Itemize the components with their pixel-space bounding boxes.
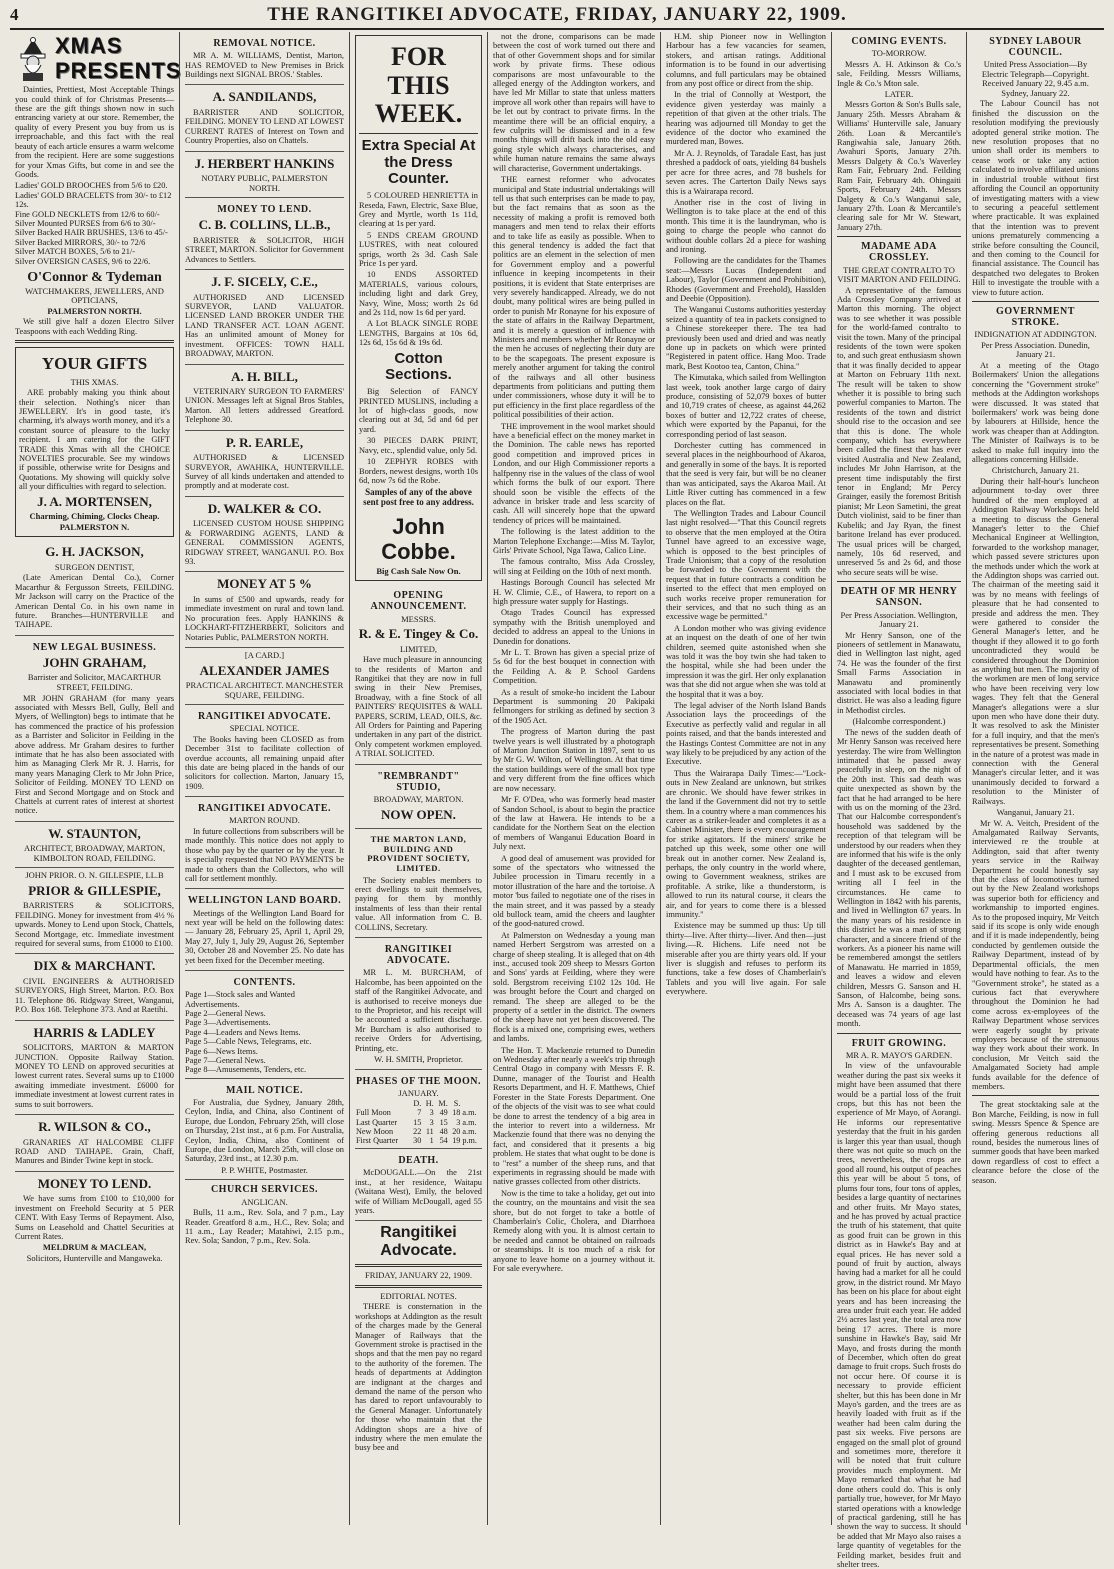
news-paragraph: As a result of smoke-ho incident the Labour Department is summoning 20 Pakipaki fellmongers for striking as defined by section 3 of the 1905 Act.	[493, 687, 655, 725]
advocate2-head: RANGITIKEI ADVOCATE.	[198, 803, 331, 815]
money-body: We have sums from £100 to £10,000 for investment on Freehold Security at 5 PER CENT. With Easy Terms of Repayment. Also, Sums on Leasehold and Chattel Securities at Current Rates.	[15, 1194, 174, 1241]
death-head: DEATH.	[398, 1155, 439, 1167]
oconnor-tydeman-note: We still give half a dozen Electro Silver Teaspoons with each Wedding Ring.	[15, 317, 174, 336]
moon-row: Last Quarter 15 3 15 3 a.m.	[356, 1117, 477, 1127]
james-name: ALEXANDER JAMES	[199, 662, 330, 678]
news-paragraph: Otago Trades Council has expressed sympathy with the British unemployed and decided to address an appeal to the Unions in Dunedin for donations.	[493, 608, 655, 646]
cobbe-ad	[355, 35, 482, 581]
opening-sub: MESSRS.	[401, 613, 436, 624]
news-paragraph: THE earnest reformer who advocates municipal and State industrial undertakings will tell us that such enterprises can be made to pay, but the fact remains that as soon as the necessity of making a profit is removed both managers and men tend to relax their efforts and to take life as easily as possible. When to this general tendency is added the fact that politics are an element in the selection of men for Government employ and a powerful influence in keeping incompetents in their positions, it is evident that State enterprises are very severely handicapped. Already, we do not doubt, many political wires are being pulled in order to punish Mr Ronayne for his exposure of the state of affairs in the Railway Department, and it is merely a question of influence with Ministers and members whether Mr Ronayne or the men he accuses of neglecting their duty are to be the scapegoats. The present exposure is merely another argument for taking the control of the railways and all other business departments from politicians and putting them under commissioners, whose duty it will be to put efficiency in the first place regardless of the political possibilities of their action.	[493, 175, 655, 420]
contents-item: Page 6—News Items.	[185, 1046, 258, 1056]
gifts-head: YOUR GIFTS	[41, 354, 148, 373]
tingey-name: R. & E. Tingey & Co.	[358, 626, 479, 642]
mortensen-name: J. A. MORTENSEN,	[37, 493, 152, 509]
contents-item: Page 3—Advertisements.	[185, 1018, 271, 1028]
jackson-ad	[15, 540, 174, 636]
xmas-item: Silver Backed HAIR BRUSHES, 13/6 to 45/-	[15, 228, 168, 238]
wilson-name: R. WILSON & CO.,	[38, 1119, 151, 1135]
xmas-title: XMAS PRESENTS	[55, 33, 182, 83]
news-paragraph: Another rise in the cost of living in Wellington is to take place at the end of this month. This time it is the laundryman, who is going to charge the people who cannot do without double collars 2d a piece for washing and ironing.	[666, 197, 826, 254]
bill-body: VETERINARY SURGEON TO FARMERS' UNION. Messages left at Signal Bros Stables, Marton. All letters addressed Greatford. Telephone 30.	[185, 387, 344, 425]
advocate1-head: RANGITIKEI ADVOCATE.	[198, 711, 331, 723]
moon-month: JANUARY.	[398, 1087, 439, 1098]
news-paragraph: The Wanganui Customs authorities yesterday seized a quantity of tea in packets consigned to a Chinese storekeeper there. The tea had previously been used and dried and was neatly done up in packets on which were printed "Registered in patent office. Hang Moo. Trade mark, Best Kootoo tea, Canton, China."	[666, 305, 826, 371]
removal-ad	[185, 32, 344, 85]
moon-header-row: D. H. M. S.	[413, 1099, 461, 1109]
news-paragraph: Following are the candidates for the Thames seat:—Messrs Lucas (Independent and Labour), Taylor (Government and Prohibition), Rhodes (Government and Freehold), Hasslden and Deebie (Opposition).	[666, 256, 826, 303]
sandilands-body: BARRISTER AND SOLICITOR, FEILDING. MONEY TO LEND AT LOWEST CURRENT RATES of Interest on Town and Country Properties, also on Chattels.	[185, 107, 344, 146]
news-paragraph: A good deal of amusement was provided for some of the spectators who witnessed the Jubilee procession in Timaru recently in a motor illustration of the hare and the tortoise. A motor 'bus failed to negotiate one of the rises in the main street, and it was passed by a steady old bullock team, amid the cheers and laughter of the good-natured crowd.	[493, 853, 655, 929]
news-paragraph: Mr A. J. Reynolds, of Taradale East, has just threshed a paddock of oats, yielding 84 bushels per acre for three acres, and 78 bushels for seven acres. The Carterton Daily News says this is a Wairarapa record.	[666, 148, 826, 196]
prior-name: PRIOR & GILLESPIE,	[28, 882, 161, 898]
hankins-ad	[185, 152, 344, 199]
advocate-special-ad	[185, 705, 344, 797]
tingey-body: Have much pleasure in announcing to the residents of Marton and Rangitikei that they are now in full swing in their New Premises, Broadway, with a fine Stock of all PAINTERS' REQUISITES & WALL PAPERS, SCRIM, LEAD, OILS, &c. All Orders for Painting and Papering undertaken in any part of the district. Only competent workmen employed. A TRIAL SOLICITED.	[355, 655, 482, 759]
church-services	[185, 1184, 344, 1245]
mail-body: For Australia, due Sydney, January 28th, Ceylon, India, and China, also Continent of Europe, due London, February 25th, will close on Thursday, 21st inst., at 6 p.m. For Australia, Ceylon, India, China, also Continent of Europe, due London, March 25th, will close on Saturday, 23rd inst., at 12.30 p.m.	[185, 1098, 344, 1164]
xmas-item: Silver Mounted PURSES from 6/6 to 30/-	[15, 218, 156, 228]
sandilands-name: A. SANDILANDS,	[212, 89, 317, 105]
meldrum-name: MELDRUM & MACLEAN,	[42, 1242, 147, 1253]
moon-head: PHASES OF THE MOON.	[355, 1075, 482, 1087]
news-paragraph: Mr F. O'Dea, who was formerly head master of Sandon School, is about to begin the practice of the law at Hawera. He intends to be a candidate for the Northern Seat on the election of members of Wanganui Education Board in July next.	[493, 795, 655, 852]
staunton-name: W. STAUNTON,	[48, 825, 141, 841]
news-paragraph: Now is the time to take a holiday, get out into the country, on the mountains and visit the sea shore, but do not forget to take a bottle of Chamberlain's Colic, Cholera, and Diarrhoea Remedy along with you. It is almost certain to be needed and cannot be obtained on railroads or steamships. It is too much of a risk for anyone to leave home on a journey without it. For sale everywhere.	[493, 1188, 655, 1273]
walker-ad	[185, 497, 344, 573]
fruit-sub: MR A. R. MAYO'S GARDEN.	[845, 1049, 953, 1060]
moon-phases	[355, 1070, 482, 1150]
collins-name: C. B. COLLINS, LL.B.,	[198, 217, 331, 233]
tomorrow-body: Messrs A. H. Atkinson & Co.'s sale, Feilding. Messrs Williams, Ingle & Co.'s Mton sale.	[837, 59, 961, 88]
removal-head: REMOVAL NOTICE.	[213, 38, 316, 49]
jackson-body: (Late American Dental Co.), Corner Macarthur & Fergusson Streets, FEILDING. Mr Jackson will carry on the Practice of the American Dental Co. in his own name in future. Branches—HUNTERVILLE and TAIHAPE.	[15, 573, 174, 630]
news-paragraph: THE improvement in the wool market should have a beneficial effect on the money market in the Dominion. The cable news has reported good competition and improved prices in London, and our High Commissioner reports a halfpenny rise in the values of the class of wool which forms the bulk of our export. There should soon be visible the effects of the advance in brisker trade and less scarcity of cash. All will sincerely hope that the upward tendency of prices will be maintained.	[493, 421, 655, 525]
contents-item: Page 1—Stock sales and Wanted Advertisements.	[185, 990, 295, 1009]
later-head: LATER.	[884, 88, 914, 99]
death-notice	[355, 1149, 482, 1221]
editorial	[355, 1224, 482, 1452]
sicely-ad	[185, 270, 344, 364]
sanson-body: Mr Henry Sanson, one of the pioneers of settlement in Manawatu, died in Wellington last night, aged 74. He was the founder of the first Small Farms Association in Manawatu and prominently associated with local bodies in that district. He was also a leading figure in Methodist circles.	[837, 630, 961, 715]
santa-icon	[15, 37, 51, 81]
opening-head: OPENING ANNOUNCEMENT.	[370, 590, 467, 613]
advocate3-body: MR L. M. BURCHAM, of Halcombe, has been appointed on the staff of the Rangitikei Advocate, and is authorised to receive moneys due to the Proprietor, and his receipt will be accounted a sufficient discharge. Mr Burcham is also authorised to receive Orders for Advertising, Printing, etc.	[355, 968, 482, 1053]
news-paragraph: Existence may be summed up thus: Up till thirty—live. After thirty—liver. And then—just living.—R. Hichens. Life need not be miserable after you are thirty years old. If your liver is sluggish and refuses to perform its functions, take a few doses of Chamberlain's Tablets and you will live again. For sale everywhere.	[666, 921, 826, 997]
xmas-item-list	[15, 181, 174, 266]
news-paragraph: The progress of Marton during the past twelve years is well illustrated by a photograph of Marton Junction Station in 1897, sent to us by Mr G. W. Wilton, of Wellington. At that time the station buildings were of the small box type and very different from the fine offices which are now necessary.	[493, 727, 655, 793]
advocate2-body: In future collections from subscribers will be made monthly. This notice does not apply to those who pay by the quarter or by the year. It is specially requested that NO PAYMENTS be made to others than the Collectors, who will call for settlement monthly.	[185, 826, 344, 883]
news-paragraph: The Kimutaka, which sailed from Wellington last week, took another large cargo of dairy produce, consisting of 52,079 boxes of butter and 10,719 crates of cheese, as against 44,262 boxes of butter and 12,722 crates of cheese, which were exported by the Papanui, for the corresponding period of last season.	[666, 373, 826, 439]
dix-body: CIVIL ENGINEERS & AUTHORISED SURVEYORS, High Street, Marton. P.O. Box 11. Telephone 86. Ridgway Street, Wanganui, P.O. Box 168. Telephone 373. And at Raetihi.	[15, 977, 174, 1015]
paper-date: FRIDAY, JANUARY 22, 1909.	[365, 1270, 472, 1281]
collins-body: BARRISTER & SOLICITOR, HIGH STREET, MARTON. Solicitor for Government Advances to Settlers.	[185, 235, 344, 264]
prior-body: BARRISTERS & SOLICITORS, FEILDING. Money for investment from 4½ % upwards. Money to Lend upon Stock, Chattels, Second Mortgage, etc. Immediate investment required for several sums, from £1000 to £100.	[15, 901, 174, 949]
james-body: PRACTICAL ARCHITECT. MANCHESTER SQUARE, FEILDING.	[185, 680, 344, 700]
sicely-body: AUTHORISED AND LICENSED SURVEYOR, LAND VALUATOR. LICENSED LAND BROKER UNDER THE LAND TRANSFER ACT. LOAN AGENT. Has an unlimited amount of Money for investment. OFFICES: TOWN HALL BROADWAY, MARTON.	[185, 292, 344, 359]
xmas-intro: Dainties, Prettiest, Most Acceptable Things you could think of for Christmas Presents—these are the gift things shown now in such entrancing variety at our store. Remember, the quality of every Present you buy from us is irreproachable, and this fact with the real beauty of each article ensures a warm welcome from the recipient. Here are some suggestions for your Xmas Gifts, but come in and see the Goods.	[15, 85, 174, 179]
staunton-ad	[15, 822, 174, 869]
sydney-sub: United Press Association—By Electric Telegraph—Copyright. Received January 22, 9.45 a.m. Sydney, January 22.	[981, 59, 1090, 98]
advocate3-head: RANGITIKEI ADVOCATE.	[384, 944, 453, 967]
wanganui-dateline: Wanganui, January 21.	[996, 807, 1075, 818]
stroke-press: Per Press Association. Dunedin, January 21.	[981, 339, 1090, 360]
death-body: McDOUGALL.—On the 21st inst., at her residence, Waitapu (Waitana West), Emily, the beloved wife of William McDougall, aged 55 years.	[355, 1168, 482, 1216]
wilson-body: GRANARIES AT HALCOMBE CLIFF ROAD AND TAIHAPE. Grain, Chaff, Manures and Binder Twine kept in stock.	[15, 1137, 174, 1166]
special-item: 5 ENDS CREAM GROUND LUSTRES, with neat coloured sprigs, worth 2s 3d. Cash Sale Price 1s per yard.	[359, 230, 478, 269]
crossley-sub: THE GREAT CONTRALTO TO VISIT MARTON AND FEILDING.	[837, 264, 961, 285]
xmas-banner	[15, 33, 182, 83]
tingey-ad	[355, 584, 482, 764]
earle-body: AUTHORISED & LICENSED SURVEYOR, AWAHIKA, HUNTERVILLE. Survey of all kinds undertaken and attended to promptly and at moderate cost.	[185, 453, 344, 491]
sicely-name: J. F. SICELY, C.E.,	[211, 274, 318, 290]
page-number: 4	[10, 5, 19, 24]
jackson-name: G. H. JACKSON,	[45, 544, 144, 560]
hankins-name: J. HERBERT HANKINS	[194, 155, 335, 171]
wilson-ad	[15, 1115, 174, 1172]
moon-table	[355, 1099, 482, 1145]
editorial-body: THERE is consternation in the workshops at Addington as the result of the charges made by the General Manager of Railways that the Government stroke is practised in the shops and that the men pay no regard to the authority of the foremen. The heads of departments at Addington are indignant at the charges and demand the name of the person who has dared to report unfavourably to the General Manager. Unfortunately for those who maintain that the Addington shops are a hive of industry where the men emulate the busy bee and	[355, 1302, 482, 1453]
christchurch-body: During their half-hour's luncheon adjournment to-day over three hundred of the men employed at Addington Railway Workshops held a meeting to discuss the General Manager's letter to the Chief Mechanical Engineer at Wellington, forwarded to the workshop manager, which passed severe strictures upon the methods under which the work at the Addington shops was carried out. The chairman of the meeting said it was by no means with feelings of pleasure that he had consented to preside and address the men. They were gathered to consider the General Manager's letter, and he thought if they allowed it to go forth uncontradicted they would be considered throughout the Dominion as anything but men. The majority of the workmen are men of long service who have been receiving very low wages. They felt that the General Manager's allegations were a slur upon men who have done their duty. It was resolved to ask the Minister for a full inquiry, and that the men's representatives be present. Something in the nature of a protest was made in connection with the General Manager's circular letter, and it was unanimously decided to forward a resolution to the Minister of Railways.	[972, 476, 1099, 806]
paper-name: Rangitikei Advocate.	[380, 1224, 457, 1260]
dix-ad	[15, 954, 174, 1020]
oconnor-tydeman-sub: WATCHMAKERS, JEWELLERS, AND OPTICIANS,	[25, 285, 164, 306]
fruit-head: FRUIT GROWING.	[851, 1037, 947, 1049]
news-paragraph: The following is the latest addition to the Marton Telephone Exchange:—Miss M. Taylor, Girls' Private School, Nga Tawa, Calico Line.	[493, 527, 655, 555]
advocate3-sign: W. H. SMITH, Proprietor.	[374, 1054, 463, 1065]
studio-ad	[355, 765, 482, 829]
walker-name: D. WALKER & CO.	[207, 500, 322, 516]
column-7	[967, 32, 1104, 1525]
building-society-ad	[355, 829, 482, 938]
samples-note: Samples of any of the above sent post free to any address.	[363, 487, 474, 508]
halcombe-body: The news of the sudden death of Mr Henry Sanson was received here yesterday. The wire from Wellington intimated that he passed away peacefully in sleep, on the night of the 20th inst. This sad death was quite unexpected as shown by the fact that he had arranged to be here with us on the morning of the 23rd. That our Halcombe correspondent's household was saddened by the reception of that telegram will be understood by our readers when they are informed that his wife is the only daughter of the deceased gentleman, and I must ask to be excused from writing all I feel in the circumstances. He came to Wellington in 1842 with his parents, and lived in Wellington 67 years. In the many years of his residence in this district he was a man of strong character, and a sincere friend of the workers. As a pioneer his name will be remembered amongst the settlers of Manawatu. He married in 1859, and leaves a widow and eleven children, Messrs G. Sanson and H. Sanson, of Halcombe, being sons. Mrs A. Sanson is a daughter. The deceased was 74 years of age last month.	[837, 727, 961, 1029]
advocate1-body: The Books having been CLOSED as from December 31st to facilitate collection of overdue accounts, all remaining unpaid after this date are being placed in the hands of our solicitors for collection. Marton, January 15, 1909.	[185, 734, 344, 791]
prior-ad	[15, 868, 174, 954]
harris-ad	[15, 1021, 174, 1115]
sydney-body: The Labour Council has not finished the discussion on the resolution modifying the previously adopted general strike motion. The new resolution proposes that no union shall order its members to cease work or take any action calculated to involve affiliated unions in industrial trouble without first affording the Council an opportunity of investigating matters with a view to securing a peaceful settlement where practicable. It was explained that the intention was to prevent unions prematurely commencing a strike before consulting the Council, and then coming to the Council for financial assistance. The Council has despatched two delegates to Broken Hill to investigate the trouble with a view to future action.	[972, 99, 1099, 297]
graham-ad	[15, 636, 174, 822]
news-paragraph: The Hon. T. Mackenzie returned to Dunedin on Wednesday after nearly a week's trip through Central Otago in company with Messrs F. R. Dunne, manager of the Tourist and Health Resorts Department, and H. F. Matthews, Chief Forester in the State Forests Department. One of the objects of the visit was to see what could be done to arrest the tendency of a big area in the interior to revert into a wilderness. Mr Mackenzie found that there was no denying the fact, and considered that it presents a big problem. He states that what ought to be done is to "rest" a number of the sheep runs, and that experiments in regrassing should be made with native grasses collected from other districts.	[493, 1045, 655, 1187]
stroke-body: At a meeting of the Otago Boilermakers' Union the allegations concerning the "Government stroke" methods at the Addington workshops were discussed. It was stated that boilermakers' work was being done by labourers at Hillside, hence the work was cheaper than at Addington. The Minister of Railways is to be asked to make full inquiry into the allegations concerning Hillside.	[972, 360, 1099, 464]
studio-head: "REMBRANDT" STUDIO,	[377, 770, 460, 793]
news-paragraph: The legal adviser of the North Island Bands Association lays the proceedings of the Executive as perfectly valid and regular in all points raised, and that the bands interested and the Hastings Contest Committee are not in any way likely to be prejudiced by any action of the Executive.	[666, 701, 826, 767]
crossley-body: A representative of the famous Ada Crossley Company arrived at Marton this morning. The object was to see whether it was possible for the world-famed contralto to visit the town. Many of the principal residents of the town were spoken to, and such great enthusiasm shown that it was finally decided to appear at Marton on February 11th next. The result will be taken to show whether it is possible to bring such powerful companies to Marton. The residents of the town and district should rise to the occasion and see that this is done. The whole company, which has everywhere been called the finest that has ever visited Australia and New Zealand, includes Mr John Harrison, at the present time indisputably the first tenor in England; Mr Percy Grainger, easily the foremost British pianist; Mr Leon Sametini, the great Dutch violinist, said to be finer than Kubelik; and Jay Ryan, the finest baritone Ireland has ever produced. The usual prices will be charged, namely, 10s 6d reserved, and unreserved 5s and 2s 6d, and those who secure seats will be wise.	[837, 285, 961, 577]
xmas-item: Silver Backed MIRRORS, 30/- to 72/6	[15, 237, 146, 247]
column-1	[10, 32, 180, 1525]
money5-ad	[185, 572, 344, 648]
special-item: 10 ENDS ASSORTED MATERIALS, various colours, including light and dark Grey, Navy, Wine, Moss; worth 2s 6d and 2s 11d, now 1s 6d per yard.	[359, 270, 478, 318]
contents-item: Page 2—General News.	[185, 1009, 266, 1018]
news-paragraph: not the drone, comparisons can be made between the cost of work turned out there and that of other Government shops and for similar work by private firms. These odious comparisons are most unfavourable to the alleged energy of the Addington workers, and have led Mr Millar to state that unless matters improve all work other than repairs will have to be let out by contract to private firms. In the meantime there will be an official enquiry, a few culprits will be dismissed and in a few months things will drift back into the old easy going style which always characterises, and while human nature remains the same always will characterise, Government undertakings.	[493, 32, 655, 173]
graham-name: JOHN GRAHAM,	[42, 654, 147, 670]
stocktaking-sale: The great stocktaking sale at the Bon Marche, Feilding, is now in full swing. Messrs Spence & Spence are offering generous reductions all round, besides the numerous lines of summer goods that have been marked down regardless of cost to effect a clearance before the close of the season.	[972, 1100, 1099, 1185]
editorial-head: EDITORIAL NOTES.	[380, 1290, 457, 1301]
news-paragraph: The Wellington Trades and Labour Council last night resolved—"That this Council regrets to observe that the men employed at the Otira Tunnel have agreed to an excessive wage, which is opposed to the best principles of Trade Unionism; that a copy of the resolution be forwarded to the Government with the request that in future contracts a condition be inserted to the effect that men employed on such works receive proper remuneration for their services, and that no such thing as an excessive wage be permitted."	[666, 508, 826, 622]
harris-name: HARRIS & LADLEY	[33, 1024, 156, 1040]
mail-head: MAIL NOTICE.	[225, 1084, 304, 1096]
moon-row: First Quarter 30 1 54 19 p.m.	[356, 1136, 477, 1146]
collins-ad	[185, 198, 344, 270]
prior-line: JOHN PRIOR. O. N. GILLESPIE, LL.B	[25, 870, 164, 881]
gifts-body: ARE probably making you think about their selection. Nothing's nicer than JEWELLERY. It's in good taste, it's charming, it's always worth money, and it's a constant source of pleasure to the lucky recipient. I am catering for the GIFT TRADE this Xmas with all the CHOICE NOVELTIES procurable. See my windows if possible, otherwise write for Designs and Quotations. My showing will quickly solve all your difficulties with regard to selection.	[19, 388, 170, 492]
earle-name: P. R. EARLE,	[225, 434, 304, 450]
money-lend-ad	[15, 1172, 174, 1268]
james-tag: [A CARD.]	[244, 650, 285, 660]
xmas-item: Silver OVERSIGN CASES, 9/6 to 22/6.	[15, 256, 151, 266]
harris-body: SOLICITORS, MARTON & MARTON JUNCTION. Opposite Railway Station. MONEY TO LEND on approved securities at lowest current rates. Several sums up to £1000 awaiting immediate investment. £6000 for immediate investment at lowest current rates in sums to suit borrowers.	[15, 1043, 174, 1109]
mail-sign: P. P. WHITE, Postmaster.	[221, 1164, 308, 1175]
meldrum-body: Solicitors, Hunterville and Mangaweka.	[26, 1252, 163, 1263]
money5-head: MONEY AT 5 %	[217, 576, 312, 592]
walker-body: LICENSED CUSTOM HOUSE SHIPPING & FORWARDING AGENTS, LAND & GENERAL COMMISSION AGENTS, RIDGWAY STREET, WANGANUI. P.O. Box 93.	[185, 519, 344, 567]
collins-head: MONEY TO LEND.	[217, 204, 312, 216]
landboard-body: Meetings of the Wellington Land Board for next year will be held on the following dates:— January 28, February 25, April 1, April 29, May 27, July 1, July 29, August 26, September 30, October 28 and November 25. No date has yet been fixed for the December meeting.	[185, 908, 344, 965]
contents-item: Page 7—General News.	[185, 1056, 266, 1066]
news-paragraph: Dorchester cutting has commenced in several places in the neighbourhood of Akaroa, and generally in some of the bays. It is reported that the seed is very fair, but will be no cleaner than was anticipated, says the Akaroa Mail. At Little River cutting has commenced in a few places on the flat.	[666, 441, 826, 507]
fruit-body: In view of the unfavourable weather during the past six weeks it might have been assumed that there would be a partial loss of the fruit crops, but this has not been the experience of Mr Mayo, of Aorangi. He informs our representative yesterday that the fruit in his garden is larger this year than usual, though there was not quite so much on the trees, nevertheless, the crops are good all round, his output of peaches this year will be about 5 tons, of plums four tons, four tons of apples, besides a large quantity of nectarines and other fruits. Mr Mayo states, and he has proved by actual practice the truth of his statement, that quite as good fruit can be grown in this district as in Hawke's Bay and at equal prices. He has never sold a pound of fruit by auction, always having had a market for all he could grow, in the district round. Mr Mayo has been on his place for about eight years and has been increasing the area under fruit each year. He added 2½ acres last year, the total area now being 17 acres. There is more sunshine in Hawke's Bay, said Mr Mayo, and frosts during the month of December, which often do great damage to fruit crops. Such frosts do not occur here. Of course it is necessary to provide efficient shelter, but this has been done in Mr Mayo's garden, and the trees are as heavily loaded with fruit as if the weather had been calm during the past six weeks. Five persons are engaged on the small plot of ground and sometimes more, therefore it will be noted that fruit culture provides much employment. Mr Mayo remarked that what he had done others could do. This is only partially true, however, for Mr Mayo started operations with a knowledge of practical gardening, still he has shown the way to success. It should be added that Mr Mayo also raises a large quantity of vegetables for the Feilding market, besides fruit and shelter trees.	[837, 1061, 961, 1569]
moon-row: Full Moon 7 3 49 18 a.m.	[356, 1108, 477, 1118]
column-3	[350, 32, 488, 1525]
news-paragraph: At Palmerston on Wednesday a young man named Herbert Sergstrom was arrested on a charge of sheep stealing. It is alleged that on 4th inst., accused took 209 sheep to Messrs Gorton and Sons' yards at Feilding, where they were sold. Bergstrom receiving £102 12s 10d. He was brought before the Court and charged on remand. The sheep are alleged to be the property of a settler in the district. The owners of the sheep have not yet been discovered. The flock is a mixed one, comprising ewes, wethers and lambs.	[493, 930, 655, 1044]
hankins-body: NOTARY PUBLIC, PALMERSTON NORTH.	[201, 173, 328, 193]
special-item: A Lot BLACK SINGLE ROBE LENGTHS, Bargains at 10s 6d, 12s 6d, 15s 6d & 19s 6d.	[359, 319, 478, 348]
special-item: 5 COLOURED HENRIETTA in Reseda, Fawn, Electric, Saxe Blue, Grey and Myrtle, worth 1s 11d, clearing at 1s per yard.	[359, 191, 478, 229]
graham-sub: Barrister and Solicitor, MACARTHUR STREET, FEILDING.	[27, 672, 162, 692]
advocate2-sub: MARTON ROUND.	[229, 815, 300, 826]
gifts-ad	[15, 347, 174, 537]
money5-body: In sums of £500 and upwards, ready for immediate investment on rural and town land. No procuration fees. Apply HANKINS & LOCKHART-FITZHERBERT, Solicitors and Notaries Public, PALMERSTON NORTH.	[185, 594, 344, 642]
jackson-sub: SURGEON DENTIST,	[54, 561, 135, 572]
now-open: NOW OPEN.	[381, 806, 456, 822]
staunton-body: ARCHITECT, BROADWAY, MARTON, KIMBOLTON ROAD, FEILDING.	[23, 843, 166, 863]
advocate-round-ad	[185, 797, 344, 889]
news-paragraph: Thus the Wairarapa Daily Times:—"Lock-outs in New Zealand are unknown, but strikes are chronic. We should have fewer strikes in the land if the Government did not try to settle them. In a country where a man commences his career as a striker-leader and completes it as a Cabinet Minister, there is every encouragement for strike agitators. If the miners' strike be patched up this week, some other one will break out in another corner. New Zealand is, perhaps, the only country in the world where, owing to Government weakness, strikes are profitable. A strike, like a thunderstorm, is allowed to run its natural course, it clears the air, and for years to come there is a blessed immunity."	[666, 768, 826, 919]
cobbe-name: John Cobbe.	[381, 514, 456, 565]
contents-section	[185, 971, 344, 1079]
oconnor-tydeman-name: O'Connor & Tydeman	[27, 269, 162, 285]
bill-ad	[185, 365, 344, 431]
building-head: THE MARTON LAND, BUILDING AND PROVIDENT SOCIETY, LIMITED.	[367, 834, 470, 873]
christchurch-dateline: Christchurch, January 21.	[991, 465, 1080, 476]
mail-notice	[185, 1079, 344, 1181]
removal-body: MR A. M. WILLIAMS, Dentist, Marton, HAS REMOVED to New Premises in Brick Buildings next SIGNAL BROS.' Stables.	[185, 51, 344, 79]
xmas-item: Ladies' GOLD BRACELETS from 30/- to £12 12s.	[15, 190, 172, 210]
xmas-item: Silver MATCH BOXES, 5/6 to 21/-	[15, 247, 136, 257]
coming-events-head: COMING EVENTS.	[851, 36, 947, 47]
columns	[10, 32, 1104, 1569]
news-paragraph: Hastings Borough Council has selected Mr H. W. Climie, C.E., of Hawera, to report on a high pressure water supply for Hastings.	[493, 578, 655, 606]
cotton-item: 10 ZEPHYR ROBES with Borders, newest designs, worth 10s 6d, now 7s 6d the Robe.	[359, 457, 478, 485]
news-paragraph: Mr L. T. Brown has given a special prize of 5s 6d for the best bouquet in connection with the Feilding A. & P. School Gardens Competition.	[493, 648, 655, 686]
contents-list	[185, 990, 344, 1075]
bill-name: A. H. BILL,	[231, 368, 298, 384]
studio-sub: BROADWAY, MARTON.	[373, 794, 464, 805]
cobbe-sub: Big Cash Sale Now On.	[376, 565, 461, 576]
graham-body: MR JOHN GRAHAM (for many years associated with Messrs Bell, Gully, Bell and Myers, of Wellington) begs to intimate that he has commenced the practice of his profession as a Barrister and Solicitor in Feilding in the above address. Mr Graham desires to further intimate that he has also been associated with him as Managing Clerk Mr R. J. Harris, for many years Managing Clerk to Mr John Price, Solicitor of Feilding. MONEY TO LEND on First and Second Mortgage and on Stock and Chattels at current rates of interest at shortest notice.	[15, 693, 174, 816]
sydney-head: SYDNEY LABOUR COUNCIL.	[989, 36, 1082, 59]
xmas-item: Ladies' GOLD BROOCHES from 5/6 to £20.	[15, 181, 168, 191]
sanson-head: DEATH OF MR HENRY SANSON.	[840, 586, 958, 609]
column-4	[488, 32, 661, 1525]
earle-ad	[185, 431, 344, 497]
church-sub: ANGLICAN.	[241, 1196, 288, 1207]
dix-name: DIX & MARCHANT.	[33, 958, 156, 974]
sandilands-ad	[185, 85, 344, 151]
church-body: Bulls, 11 a.m., Rev. Sola, and 7 p.m., Lay Reader. Greatford 8 a.m., H.C., Rev. Sola; and 11 a.m., Lay Reader; Matahiwi, 2.15 p.m., Rev. Sola; Sandon, 7 p.m., Rev. Sola.	[185, 1208, 344, 1246]
money-head: MONEY TO LEND.	[37, 1175, 152, 1191]
wanganui-body: Mr W. A. Veitch, President of the Amalgamated Railway Servants, interviewed re the trouble at Addington, said that after twenty years service in the Railway Department he could honestly say that the class of locomotives turned out by the New Zealand workshops was superior both for efficiency and workmanship to imported engines. As to the proposed inquiry, Mr Veitch said if its scope is only wide enough and if it is made independently, being conducted by gentlemen outside the Railway Department, instead of by Departmental officials, the men would have nothing to fear. As to the "Government stroke", he stated as a curious fact that everywhere throughout the Dominion he had come across ex-employees of the Railway Department whose services were eagerly sought by private employers because of the strenuous way they work about their work. In conclusion, Mr Veitch said the Amalgamated Society had ample funds available for the defence of members.	[972, 818, 1099, 1091]
stroke-head: GOVERNMENT STROKE.	[996, 305, 1075, 329]
contents-item: Page 4—Leaders and News Items.	[185, 1027, 301, 1037]
column-6	[832, 32, 967, 1569]
stroke-sub: INDIGNATION AT ADDINGTON.	[974, 329, 1097, 340]
landboard-head: WELLINGTON LAND BOARD.	[187, 895, 342, 907]
advocate-burcham-ad	[355, 938, 482, 1070]
tomorrow-head: TO-MORROW.	[871, 48, 927, 59]
contents-head: CONTENTS.	[233, 977, 296, 988]
cotton-item: 30 PIECES DARK PRINT, Navy, etc., splendid value, only 5d.	[359, 436, 478, 455]
column-5	[661, 32, 832, 1525]
halcombe-correspondent: (Halcombe correspondent.)	[852, 716, 946, 727]
column-2	[180, 32, 350, 1525]
news-paragraph: The famous contralto, Miss Ada Crossley, will sing at Feilding on the 10th of next month.	[493, 557, 655, 576]
contents-item: Page 8—Amusements, Tenders, etc.	[185, 1065, 307, 1075]
contents-item: Page 5—Cable News, Telegrams, etc.	[185, 1037, 312, 1047]
news-paragraph: In the trial of Connolly at Westport, the evidence given yesterday was mainly a repetition of that given at the other trials. The hearing was adjourned till Monday to get the evidence of the doctor who examined the murdered man, Bowes.	[666, 90, 826, 147]
masthead	[10, 2, 1104, 30]
cotton-item: Big Selection of FANCY PRINTED MUSLINS, including a lot of high-class goods, now clearing out at 3d, 5d and 6d per yard.	[359, 387, 478, 434]
news-paragraph: A London mother who was giving evidence at an inquest on the death of one of her twin children, seemed quite astonished when she was told it was the boy twin she had taken to the hospital, while she had been under the impression it was the girl. Her only explanation was that she did not argue when she was told at the hospital that it was a boy.	[666, 623, 826, 699]
newspaper-title: THE RANGITIKEI ADVOCATE, FRIDAY, JANUARY 22, 1909.	[267, 4, 847, 25]
advocate1-sub: SPECIAL NOTICE.	[229, 723, 300, 734]
special-head: Extra Special At the Dress Counter.	[361, 136, 476, 188]
crossley-head: MADAME ADA CROSSLEY.	[861, 241, 937, 264]
cotton-head: Cotton Sections.	[385, 349, 452, 384]
gifts-sub: THIS XMAS.	[70, 376, 119, 387]
tingey-ltd: LIMITED,	[399, 643, 438, 654]
later-body: Messrs Gorton & Son's Bulls sale, January 25th. Messrs Abraham & Williams' Hunterville sale, January 26th. Loan & Mercantile's Rangiwahia sale, January 26th. Awahuri Sports, January 27th. Messrs Dalgety & Co.'s Waverley Ram Fair, February 2nd. Feilding Ram Fair, February 4th. Ohingaiti Sports, February 24th. Messrs Dalgety & Co.'s Wanganui sale, January 27th. Loan & Mercantile's clearing sale for Mr W. Stewart, January 27th.	[837, 100, 961, 232]
moon-row: New Moon 22 11 48 20 a.m.	[356, 1126, 477, 1136]
news-paragraph: H.M. ship Pioneer now in Wellington Harbour has a few vacancies for seamen, stokers, and artisan ratings. Additional information is to be found in our advertising columns, and full particulars may be obtained from any post office or direct from the ship.	[666, 32, 826, 89]
graham-head: NEW LEGAL BUSINESS.	[32, 641, 157, 653]
sanson-sub: Per Press Association. Wellington, January 21.	[840, 609, 958, 630]
building-body: The Society enables members to erect dwellings to suit themselves, paying for them by monthly instalments of less than their rental value. All information from C. B. COLLINS, Secretary.	[355, 875, 482, 932]
church-head: CHURCH SERVICES.	[210, 1184, 319, 1196]
mortensen-place: PALMERSTON N.	[59, 521, 130, 532]
xmas-item: Fine GOLD NECKLETS from 12/6 to 60/-	[15, 209, 160, 219]
oconnor-tydeman-place: PALMERSTON NORTH.	[47, 305, 142, 316]
landboard-ad	[185, 889, 344, 971]
james-ad	[185, 648, 344, 705]
week-head: FOR THIS WEEK.	[374, 42, 463, 129]
mortensen-sub: Charming, Chiming, Clocks Cheap.	[29, 511, 160, 522]
